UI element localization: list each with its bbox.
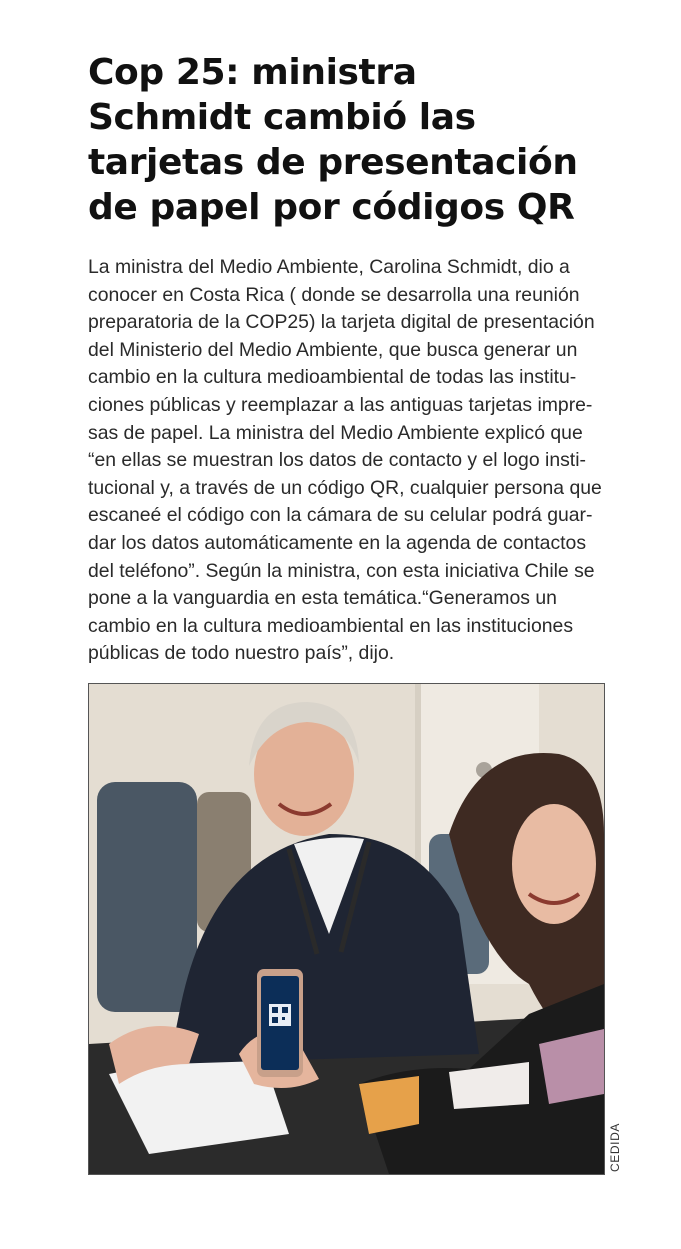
photo-illustration — [89, 684, 604, 1174]
body-line: ciones públicas y reemplazar a las antiguas tarjetas impre- — [88, 393, 593, 416]
chair-left — [97, 782, 197, 1012]
qr-mark — [282, 1017, 285, 1020]
body-line: pone a la vanguardia en esta temática.“Generamos un — [88, 587, 557, 610]
body-line: públicas de todo nuestro país”, dijo. — [88, 642, 395, 665]
article-body — [88, 254, 608, 668]
body-line: escaneé el código con la cámara de su celular podrá guar- — [88, 504, 593, 527]
headline-line: Cop 25: ministra — [88, 52, 417, 93]
headline-line: tarjetas de presentación — [88, 142, 578, 183]
photo-credit-text: CEDIDA — [608, 1123, 622, 1172]
body-line: cambio en la cultura medioambiental de todas las institu- — [88, 366, 577, 389]
sweater-pattern — [359, 1076, 419, 1134]
qr-mark — [272, 1017, 278, 1023]
body-line: del Ministerio del Medio Ambiente, que busca generar un — [88, 338, 578, 361]
body-line: La ministra del Medio Ambiente, Carolina Schmidt, dio a — [88, 256, 570, 278]
body-line: cambio en la cultura medioambiental en las instituciones — [88, 614, 574, 637]
body-line: sas de papel. La ministra del Medio Ambiente explicó que — [88, 421, 583, 444]
photo-credit — [604, 1120, 624, 1175]
body-line: “en ellas se muestran los datos de contacto y el logo insti- — [88, 449, 586, 472]
body-line: dar los datos automáticamente en la agenda de contactos — [88, 531, 587, 554]
body-line: tucional y, a través de un código QR, cualquier persona que — [88, 476, 602, 499]
article-photo — [88, 683, 605, 1175]
headline-line: de papel por códigos QR — [88, 187, 575, 228]
woman-face — [512, 804, 596, 924]
body-line: preparatoria de la COP25) la tarjeta digital de presentación — [88, 311, 595, 334]
qr-mark — [272, 1007, 278, 1013]
headline-line: Schmidt cambió las — [88, 97, 476, 138]
article-headline — [88, 50, 608, 230]
body-line: conocer en Costa Rica ( donde se desarrolla una reunión — [88, 283, 580, 306]
qr-mark — [282, 1007, 288, 1013]
body-line: del teléfono”. Según la ministra, con esta iniciativa Chile se — [88, 559, 595, 582]
